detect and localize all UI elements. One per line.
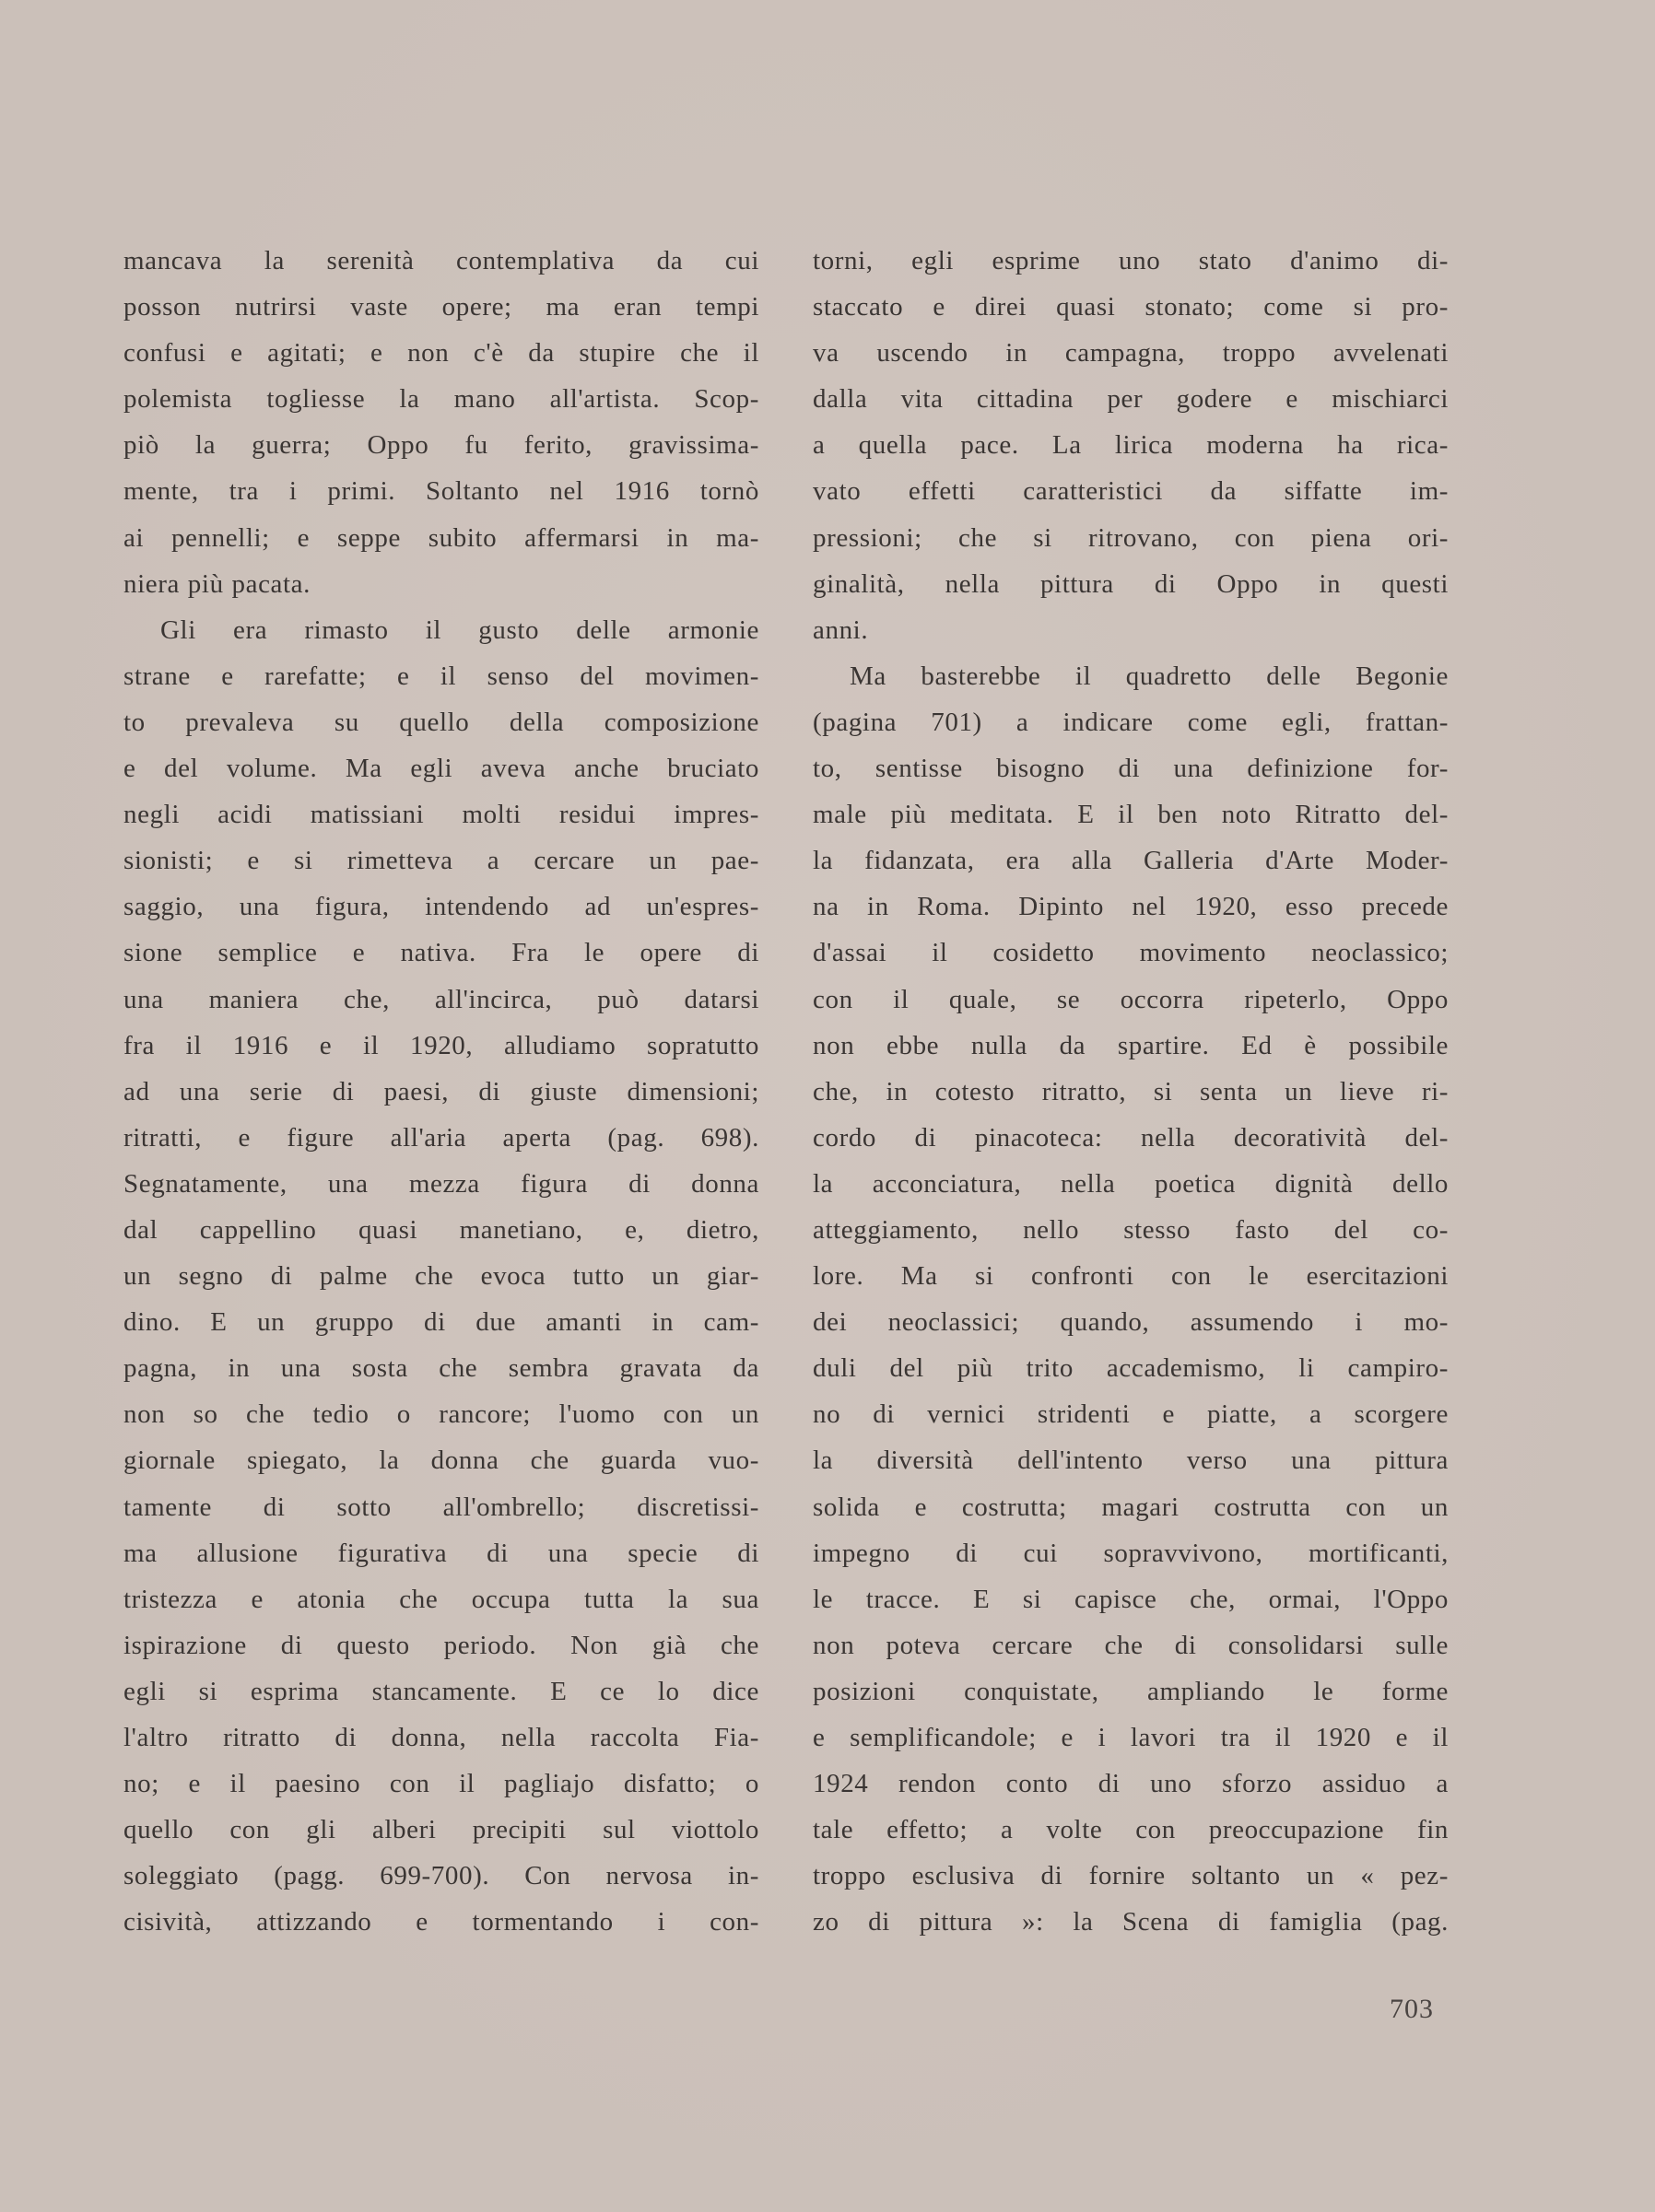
text-line: dalla vita cittadina per godere e mischiarci — [813, 384, 1449, 415]
text-line: troppo esclusiva di fornire soltanto un « pez- — [813, 1861, 1449, 1891]
text-line: ritratti, e figure all'aria aperta (pag. 698). — [123, 1122, 759, 1153]
text-line: posizioni conquistate, ampliando le forme — [813, 1676, 1449, 1706]
text-line: la diversità dell'intento verso una pittura — [813, 1445, 1449, 1476]
text-line: na in Roma. Dipinto nel 1920, esso precede — [813, 892, 1449, 922]
text-line: saggio, una figura, intendendo ad un'espres- — [123, 892, 759, 922]
text-line: a quella pace. La lirica moderna ha rica- — [813, 430, 1449, 461]
text-line: l'altro ritratto di donna, nella raccolta Fia- — [123, 1723, 759, 1752]
text-line: Segnatamente, una mezza figura di donna — [123, 1168, 759, 1199]
text-line: soleggiato (pagg. 699-700). Con nervosa in- — [123, 1861, 759, 1891]
text-line: vato effetti caratteristici da siffatte im- — [813, 476, 1449, 507]
text-line: ispirazione di questo periodo. Non già che — [123, 1630, 759, 1660]
text-line: solida e costrutta; magari costrutta con un — [813, 1492, 1449, 1522]
text-line: e del volume. Ma egli aveva anche bruciato — [123, 754, 759, 784]
text-line: piò la guerra; Oppo fu ferito, gravissima- — [123, 430, 759, 461]
text-line: dino. E un gruppo di due amanti in cam- — [123, 1307, 759, 1338]
text-line: fra il 1916 e il 1920, alludiamo sopratutto — [123, 1030, 759, 1060]
text-line: va uscendo in campagna, troppo avvelenati — [813, 338, 1449, 369]
text-line: lore. Ma si confronti con le esercitazioni — [813, 1261, 1449, 1292]
text-line: atteggiamento, nello stesso fasto del co- — [813, 1214, 1449, 1245]
text-line: confusi e agitati; e non c'è da stupire che il — [123, 338, 759, 369]
text-line: niera più pacata. — [123, 568, 311, 599]
text-line: polemista togliesse la mano all'artista. Scop- — [123, 384, 759, 415]
text-line: zo di pittura »: la Scena di famiglia (pag. — [813, 1907, 1449, 1937]
text-line: la fidanzata, era alla Galleria d'Arte Moder- — [813, 846, 1449, 876]
text-line: duli del più trito accademismo, li campiro- — [813, 1353, 1449, 1384]
text-line: Gli era rimasto il gusto delle armonie — [160, 614, 759, 645]
text-line: mancava la serenità contemplativa da cui — [123, 246, 759, 275]
text-line: posson nutrirsi vaste opere; ma eran tempi — [123, 292, 759, 322]
text-line: staccato e direi quasi stonato; come si pro- — [813, 292, 1449, 322]
text-line: ai pennelli; e seppe subito affermarsi in ma- — [123, 522, 759, 553]
text-line: no; e il paesino con il pagliajo disfatto; o — [123, 1769, 759, 1799]
text-line: tale effetto; a volte con preoccupazione fin — [813, 1815, 1449, 1845]
text-line: ma allusione figurativa di una specie di — [123, 1538, 759, 1568]
text-line: sione semplice e nativa. Fra le opere di — [123, 938, 759, 968]
text-line: che, in cotesto ritratto, si senta un lieve ri- — [813, 1076, 1449, 1106]
text-line: le tracce. E si capisce che, ormai, l'Oppo — [813, 1584, 1449, 1614]
text-line: torni, egli esprime uno stato d'animo di- — [813, 246, 1449, 275]
text-line: 1924 rendon conto di uno sforzo assiduo a — [813, 1769, 1449, 1799]
text-line: non so che tedio o rancore; l'uomo con un — [123, 1399, 759, 1430]
text-line: impegno di cui sopravvivono, mortificanti, — [813, 1538, 1449, 1568]
text-line: non ebbe nulla da spartire. Ed è possibile — [813, 1030, 1449, 1060]
text-line: e semplificandole; e i lavori tra il 1920 e il — [813, 1723, 1449, 1752]
text-line: anni. — [813, 614, 869, 645]
text-line: con il quale, se occorra ripeterlo, Oppo — [813, 984, 1449, 1014]
text-line: una maniera che, all'incirca, può datarsi — [123, 984, 759, 1014]
text-line: pagna, in una sosta che sembra gravata da — [123, 1353, 759, 1384]
text-line: pressioni; che si ritrovano, con piena ori- — [813, 522, 1449, 553]
text-line: un segno di palme che evoca tutto un giar- — [123, 1261, 759, 1292]
text-line: tamente di sotto all'ombrello; discretissi- — [123, 1492, 759, 1522]
text-line: la acconciatura, nella poetica dignità dello — [813, 1168, 1449, 1199]
text-line: strane e rarefatte; e il senso del movimen- — [123, 661, 759, 691]
text-line: Ma basterebbe il quadretto delle Begonie — [850, 661, 1449, 691]
left-text-column — [123, 238, 759, 1945]
right-text-column — [813, 238, 1449, 1945]
text-line: dei neoclassici; quando, assumendo i mo- — [813, 1307, 1449, 1338]
text-line: (pagina 701) a indicare come egli, frattan- — [813, 707, 1449, 737]
text-line: sionisti; e si rimetteva a cercare un pae- — [123, 846, 759, 876]
text-line: male più meditata. E il ben noto Ritratto del- — [813, 800, 1449, 830]
text-line: dal cappellino quasi manetiano, e, dietro, — [123, 1214, 759, 1245]
text-line: quello con gli alberi precipiti sul viottolo — [123, 1815, 759, 1845]
text-line: to, sentisse bisogno di una definizione for- — [813, 754, 1449, 784]
text-line: egli si esprima stancamente. E ce lo dice — [123, 1676, 759, 1706]
text-line: cisività, attizzando e tormentando i con- — [123, 1907, 759, 1937]
text-line: ginalità, nella pittura di Oppo in questi — [813, 568, 1449, 599]
text-line: d'assai il cosidetto movimento neoclassico; — [813, 938, 1449, 968]
text-line: tristezza e atonia che occupa tutta la sua — [123, 1584, 759, 1614]
page-number: 703 — [1390, 1994, 1434, 2024]
text-line: negli acidi matissiani molti residui impres- — [123, 800, 759, 830]
text-line: to prevaleva su quello della composizione — [123, 707, 759, 737]
text-line: non poteva cercare che di consolidarsi sulle — [813, 1630, 1449, 1660]
text-line: cordo di pinacoteca: nella decoratività del- — [813, 1122, 1449, 1153]
text-line: giornale spiegato, la donna che guarda vuo- — [123, 1445, 759, 1476]
text-line: ad una serie di paesi, di giuste dimensioni; — [123, 1076, 759, 1106]
text-line: no di vernici stridenti e piatte, a scorgere — [813, 1399, 1449, 1430]
text-line: mente, tra i primi. Soltanto nel 1916 tornò — [123, 476, 759, 507]
